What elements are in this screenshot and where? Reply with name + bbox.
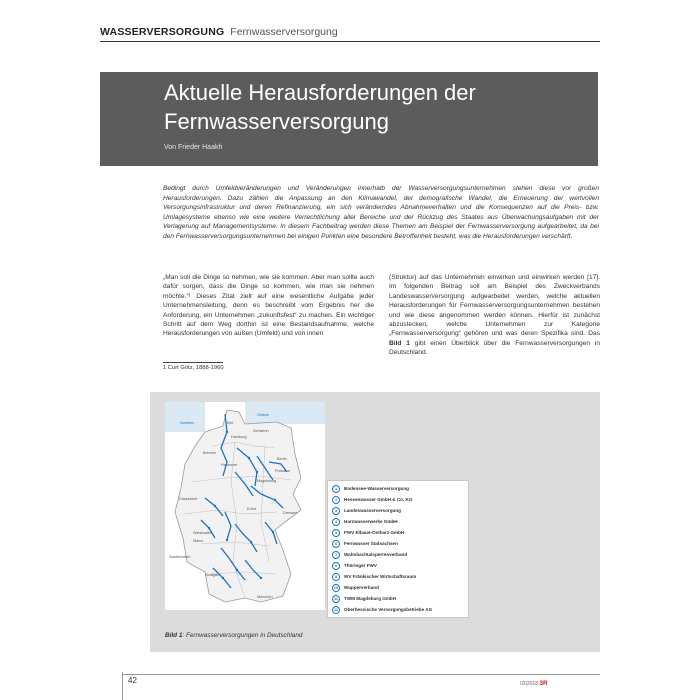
issue-number: 03|2018 [520, 681, 538, 687]
footer-divider [122, 674, 600, 675]
body-text-segment: gibt einen Überblick über die Fernwasserversorgungen in Deutschland. [389, 339, 601, 357]
figure-label: Bild 1 [165, 632, 183, 639]
city-label: Stuttgart [205, 573, 220, 577]
legend-number-badge: 10 [333, 585, 339, 590]
legend-item [328, 604, 468, 615]
legend-item [328, 494, 468, 505]
legend-item [328, 560, 468, 571]
city-label: Potsdam [275, 469, 290, 473]
figure-caption-text: : Fernwasserversorgungen in Deutschland [182, 632, 303, 639]
city-label: Schwerin [253, 429, 269, 433]
city-label: Magdeburg [257, 479, 277, 483]
legend-label: WV Fränkischer Wirtschaftsraum [344, 574, 417, 579]
legend-label: Wahnbachtalsperrenverband [344, 552, 408, 557]
legend-number-badge: 4 [332, 518, 340, 526]
body-column-left: „Man soll die Dinge so nehmen, wie sie kommen. Aber man sollte auch dafür sorgen, dass die Dinge so kommen, wie man sie nehmen möchte.“¹ Dieses Zitat zielt auf eine wesentliche Aufgabe jeder Unternehmensleitung, denn es beschreibt vom Ergebnis her die Anforderung, ein Unternehmen „zukunftsfest“ zu machen. Ein wichtiger Schritt auf dem Weg dorthin ist eine Bestandsaufnahme, welche Herausforderungen von außen (Umfeld) und von innen [163, 274, 374, 338]
legend-item [328, 582, 468, 593]
map-legend [327, 480, 469, 618]
legend-number-badge: 6 [332, 540, 340, 548]
city-label: München [257, 595, 273, 599]
figure-caption [165, 632, 302, 639]
city-label: Saarbrücken [169, 555, 191, 559]
legend-item [328, 593, 468, 604]
city-label: Dresden [283, 511, 298, 515]
legend-label: Landeswasserversorgung [344, 508, 401, 513]
legend-item [328, 571, 468, 582]
label-north-sea: Nordsee [180, 421, 195, 425]
city-label: Berlin [277, 457, 287, 461]
legend-label: Wupperverband [344, 585, 379, 590]
title-banner [100, 72, 598, 166]
body-text-segment: (Struktur) auf das Unternehmen einwirken und einwirken werden [17]. Im folgenden Beitrag soll am Beispiel des Zweckverbands Landeswasserversorgung aufgearbeitet werden, welche aktuellen Herausforderungen für Fernwasserversorgungsunternehmen bestehen und wie diese angenommen werden können. Hierfür ist zunächst abzustecken, welche Unternehmen zur Kategorie „Fernwasserversorgung“ gehören und was deren Spezifika sind. Das [389, 274, 600, 338]
footer-issue [520, 680, 548, 687]
city-label: Mainz [193, 539, 204, 543]
legend-number-badge: 8 [332, 562, 340, 570]
legend-label: Bodensee-Wasserversorgung [344, 486, 409, 491]
legend-number-badge: 1 [332, 485, 340, 493]
legend-number-badge: 3 [332, 507, 340, 515]
city-label: Düsseldorf [179, 497, 198, 501]
legend-label: Fernwasser Südsachsen [344, 541, 398, 546]
legend-number-badge: 11 [333, 596, 338, 601]
footnote: 1 Curt Götz, 1888-1960 [163, 365, 224, 371]
city-label: Wiesbaden [193, 531, 212, 535]
legend-item [328, 538, 468, 549]
sea-area [165, 402, 205, 432]
city-label: Bremen [203, 451, 217, 455]
legend-label: Harzwasserwerke GmbH [344, 519, 398, 524]
map-graphic [165, 402, 325, 610]
figure-reference-link[interactable]: Bild 1 [389, 339, 410, 347]
section-header [100, 26, 600, 42]
brand-logo: 3R [539, 680, 548, 687]
label-baltic-sea: Ostsee [257, 413, 270, 417]
legend-item [328, 483, 468, 494]
germany-map [165, 402, 325, 610]
article-author: Von Frieder Haakh [164, 144, 223, 151]
legend-label: Hessenwasser GmbH & Co. KG [344, 497, 413, 502]
legend-label: FWV Elbaue-Ostharz GmbH [344, 530, 405, 535]
city-label: Hannover [221, 463, 238, 467]
footnote-divider [163, 362, 223, 363]
article-title: Aktuelle Herausforderungen der Fernwasserversorgung [164, 80, 476, 134]
legend-label: TWM Magdeburg GmbH [344, 596, 397, 601]
legend-label: Thüringer FWV [344, 563, 377, 568]
legend-item [328, 549, 468, 560]
legend-number-badge: 2 [332, 496, 340, 504]
city-label: Kiel [227, 421, 234, 425]
legend-number-badge: 5 [332, 529, 340, 537]
legend-label: Oberhessische Versorgungsbetriebe AG [344, 607, 433, 612]
figure-box [150, 392, 600, 652]
section-subtitle: Fernwasserversorgung [230, 26, 338, 38]
legend-number-badge: 12 [333, 607, 339, 612]
city-label: Erfurt [247, 507, 257, 511]
section-title: WASSERVERSORGUNG [100, 26, 225, 38]
footer-divider-vertical [122, 672, 123, 700]
lead-paragraph: Bedingt durch Umfeldveränderungen und Veränderungen innerhalb der Wasserversorgungsunternehmen stehen diese vor großen Herausforderungen. Dazu zählen die Anpassung an den Klimawandel, der demografische Wandel, die Erneuerung der wertvollen Versorgungsinfrastruktur und deren Refinanzierung, ein sich veränderndes Abnahmeverhalten und die Konsequenzen auf die Preis- bzw. Umlagesysteme ebenso wie eine weitere Verrechtlichung aller Bereiche und der Rückzug des Staates aus Überwachungsaufgaben mit der Verlagerung auf Managementsysteme. In diesem Fachbeitrag werden diese Themen am Beispiel der Fernwasserversorgung aufgearbeitet, da bei den Fernwasserversorgungsunternehmen bei einigen Punkten eine besondere Betroffenheit besteht, was die Herausforderungen verschärft. [163, 185, 599, 240]
body-column-right [389, 273, 600, 358]
legend-item [328, 505, 468, 516]
legend-item [328, 516, 468, 527]
city-label: Hamburg [231, 435, 247, 439]
legend-item [328, 527, 468, 538]
legend-number-badge: 7 [332, 551, 340, 559]
page-number: 42 [128, 676, 137, 685]
legend-number-badge: 9 [332, 573, 340, 581]
